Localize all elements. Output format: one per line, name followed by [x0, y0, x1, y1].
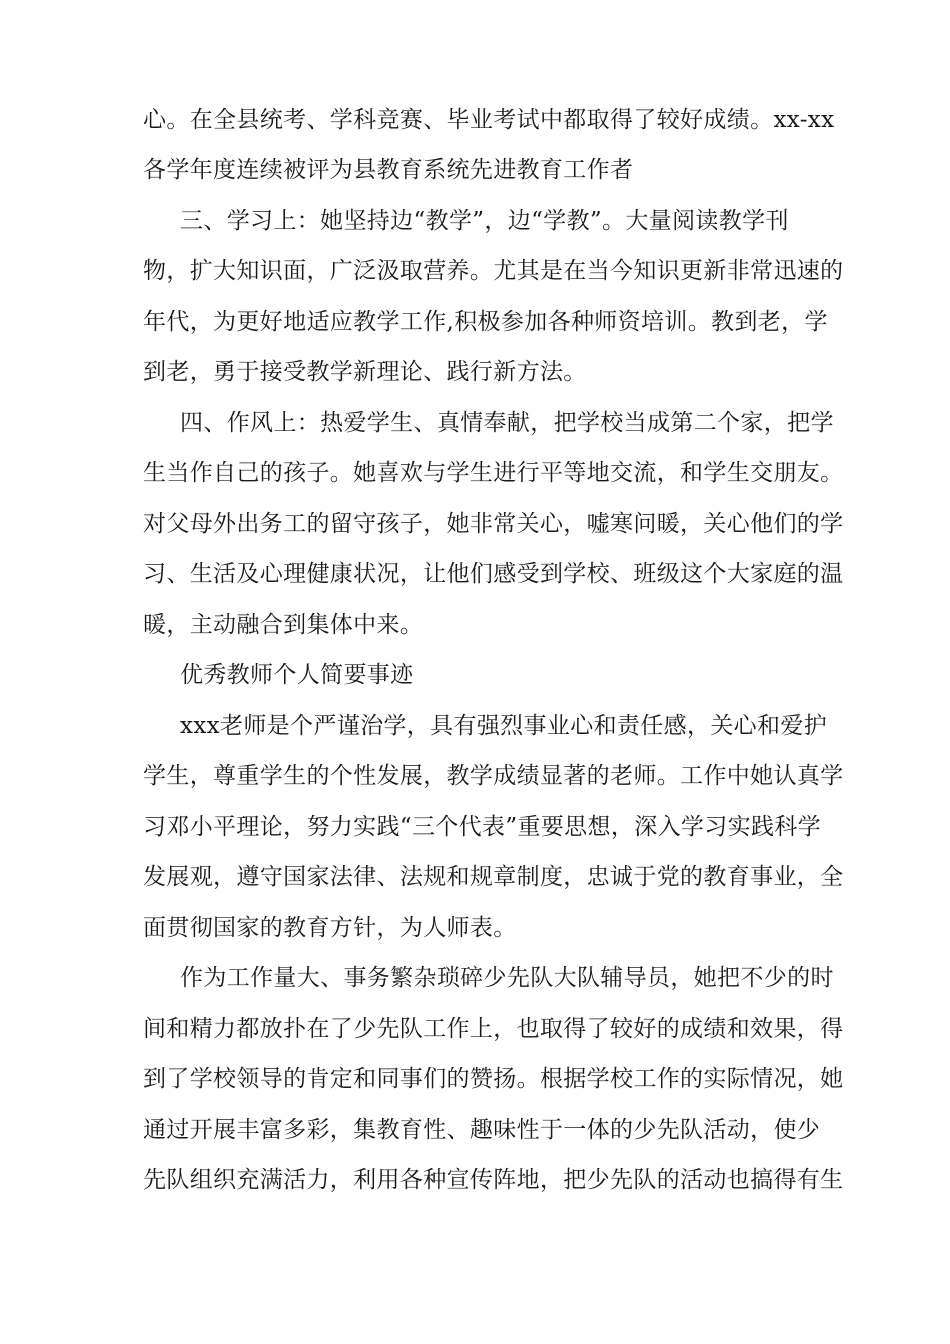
text-line: 先队组织充满活力，利用各种宣传阵地，把少先队的活动也搞得有生 — [143, 1167, 844, 1193]
text-line: 年代，为更好地适应教学工作,积极参加各种师资培训。教到老，学 — [143, 309, 828, 335]
text-line: 生当作自己的孩子。她喜欢与学生进行平等地交流，和学生交朋友。 — [143, 460, 844, 486]
section-title: 优秀教师个人简要事迹 — [180, 662, 414, 688]
text-line: 对父母外出务工的留守孩子，她非常关心，嘘寒问暖，关心他们的学 — [143, 511, 844, 537]
text-line: 到了学校领导的肯定和同事们的赞扬。根据学校工作的实际情况，她 — [143, 1066, 844, 1092]
text-line: xxx老师是个严谨治学，具有强烈事业心和责任感，关心和爱护 — [180, 713, 828, 739]
text-line: 通过开展丰富多彩，集教育性、趣味性于一体的少先队活动，使少 — [143, 1117, 821, 1143]
text-line: 间和精力都放扑在了少先队工作上，也取得了较好的成绩和效果，得 — [143, 1016, 844, 1042]
text-line: 各学年度连续被评为县教育系统先进教育工作者 — [143, 157, 634, 183]
text-line: 物，扩大知识面，广泛汲取营养。尤其是在当今知识更新非常迅速的 — [143, 258, 844, 284]
text-line: 到老，勇于接受教学新理论、践行新方法。 — [143, 359, 587, 385]
text-line: 作为工作量大、事务繁杂琐碎少先队大队辅导员，她把不少的时 — [180, 965, 834, 991]
text-line: 学生，尊重学生的个性发展，教学成绩显著的老师。工作中她认真学 — [143, 763, 844, 789]
text-line: 发展观，遵守国家法律、法规和规章制度，忠诚于党的教育事业，全 — [143, 864, 844, 890]
paragraph-heading-study: 三、学习上：她坚持边“教学”，边“学教”。大量阅读教学刊 — [180, 208, 789, 234]
paragraph-heading-style: 四、作风上：热爱学生、真情奉献，把学校当成第二个家，把学 — [180, 410, 834, 436]
text-line: 习、生活及心理健康状况，让他们感受到学校、班级这个大家庭的温 — [143, 561, 844, 587]
text-line: 面贯彻国家的教育方针，为人师表。 — [143, 915, 517, 941]
text-line: 暖，主动融合到集体中来。 — [143, 612, 424, 638]
text-line: 心。在全县统考、学科竞赛、毕业考试中都取得了较好成绩。xx-xx — [143, 107, 835, 133]
text-line: 习邓小平理论，努力实践“三个代表”重要思想，深入学习实践科学 — [143, 814, 822, 840]
